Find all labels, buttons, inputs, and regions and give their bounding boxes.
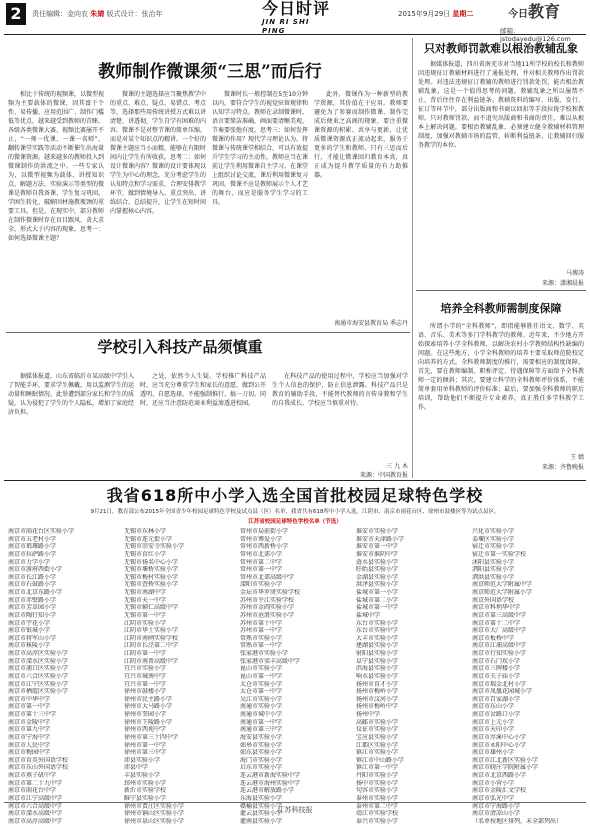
school-list-item: 南京市石门坎小学 — [472, 657, 521, 665]
side2-byline-a: 王 婧 — [570, 454, 584, 461]
school-list-item: 南京市东山小学 — [472, 703, 515, 711]
school-list-item: 无锡市天一中学 — [124, 596, 167, 604]
school-list-item: 南京市第一中学 — [8, 703, 51, 711]
school-list-item: 扬州市梅岭中学 — [356, 703, 399, 711]
school-list-item: 南京市雄州小学 — [472, 749, 515, 757]
school-list-item: 新沂市实验学校 — [124, 787, 167, 795]
school-list-item: 盐城市第一中学 — [356, 604, 399, 612]
school-list-item: 江阴市实验小学 — [124, 619, 167, 627]
school-list-item: 南京市百家湖小学 — [472, 695, 521, 703]
school-list-item: 姜堰区实验小学 — [472, 535, 515, 543]
school-list-item: 邳州市实验小学 — [124, 779, 167, 787]
school-list-item: 淮安市天津路小学 — [356, 535, 405, 543]
school-list-item: 南京市清凉山小学 — [472, 810, 521, 818]
article1-headline: 教师制作微课须“三思”而后行 — [98, 62, 322, 82]
school-list-item: 海门市实验小学 — [240, 756, 283, 764]
school-list-item: 无锡市第一中学 — [124, 611, 167, 619]
school-list-item: 无锡市育红小学 — [124, 550, 167, 558]
school-list-item: 扬州市梅岭小学 — [356, 688, 399, 696]
school-list-item: 南京市永阳中心小学 — [472, 741, 527, 749]
school-list-item: 南京市弘光中学 — [472, 794, 515, 802]
school-list-item: 徐州市贾汪区实验小学 — [124, 802, 185, 810]
school-list-item: 常州市局前街小学 — [240, 528, 289, 535]
school-list-item: 南京师范大学附属中学 — [472, 581, 533, 589]
school-list-item: 江阴市南菁高级中学 — [124, 657, 179, 665]
school-list-item: 连云港市解放路小学 — [240, 787, 295, 795]
school-list-col5 — [472, 528, 584, 826]
school-list-item: 江阴市南闸实验学校 — [124, 634, 179, 642]
school-list-item: 常熟市实验小学 — [240, 634, 283, 642]
school-list-item: 南京市浦口区实验小学 — [8, 665, 69, 673]
school-list-item: 苏州市平江实验学校 — [240, 596, 295, 604]
section-rule — [4, 480, 586, 481]
article1-col2-text: 微课的主题选择应当聚焦教学中的重点、难点、疑点、易错点、考点等，选择那些用传统讲授方式难以讲清楚、讲透彻，学生自学有困难的内容。微课不是对整节课的简单压缩，而是对某个知识点的精讲。一个好的微课主题应当小而精，能够在有限时间内让学生有所收获。思考二：如何设计微课内容？微课的设计要体现以学生为中心的理念，充分考虑学生的认知特点和学习需求，合理安排教学环节，做到情境导入、重点突出、讲练结合、总结提升，让学生在短时间内掌握核心内容。 — [110, 91, 206, 215]
school-list-item: 连云港市新海实验中学 — [240, 772, 301, 779]
school-list-item: 阜宁县实验小学 — [356, 657, 399, 665]
school-list-item: 无锡市堰桥实验小学 — [124, 566, 179, 574]
school-list-item: 镇江市实验小学 — [356, 749, 399, 757]
school-list-item: 徐州市王陵路小学 — [124, 718, 173, 726]
article1-col2 — [110, 90, 206, 328]
school-list-item: 徐州市大马路小学 — [124, 703, 173, 711]
school-list-item: 常州市西新桥小学 — [240, 543, 289, 551]
editor-credit — [32, 9, 162, 19]
school-list-item: 高邮市实验小学 — [356, 718, 399, 726]
school-list-item: 南京市第十二中学 — [472, 619, 521, 627]
school-list-item: 南京市第二十九中学 — [8, 779, 63, 787]
side2-byline-b: 来源：齐鲁晚报 — [541, 464, 584, 471]
school-list-item: 盐城市第一小学 — [356, 589, 399, 596]
school-list-item: 扬州市育才小学 — [356, 680, 399, 688]
school-list-col3 — [240, 528, 352, 826]
article2-col1 — [8, 372, 134, 476]
school-list-item: 南京市瑞金北村小学 — [472, 680, 527, 688]
article2-col2-text: 之处，依然令人生疑。学校推广科技产品时，应当充分尊重学生和家长的意愿，做到公开透明、自愿选择，不能强制推行、搞一刀切。同时，还应当注意防范商业利益渗透进校园。 — [140, 373, 266, 407]
side2-body — [418, 322, 584, 450]
school-list-item: 南京市小营小学 — [472, 779, 515, 787]
school-list-item: 南京市金陵中学 — [8, 718, 51, 726]
school-list-item: 苏州市第十中学 — [240, 619, 283, 627]
article2-col1-text: 据媒体报道，山东省临沂市某高级中学引入了智能手环，要求学生佩戴，用以监测学生的运动量和睡眠情况。此举遭到部分家长和学生的质疑，认为侵犯了学生的个人隐私，增加了家庭经济负担。 — [8, 373, 134, 416]
school-list-item: 南京市石鼓路小学 — [8, 581, 57, 589]
column-masthead — [262, 0, 332, 35]
school-list-item: 无锡市辅仁高级中学 — [124, 604, 179, 612]
school-list-item: 丰县实验小学 — [124, 772, 161, 779]
school-list-item: 仪征市实验小学 — [356, 726, 399, 734]
school-list-item: 常州市北郊高级中学 — [240, 573, 295, 581]
school-list-item: 南京市天印小学 — [472, 726, 515, 734]
school-list-item: 盱眙县实验小学 — [356, 566, 399, 574]
column-divider — [412, 38, 413, 478]
article2-byline-b: 来源：中国教育报 — [359, 472, 408, 479]
school-list-item: 宜兴市实验小学 — [124, 665, 167, 673]
school-list-item: 南京市游府西街小学 — [8, 566, 63, 574]
school-list-item: 无锡市南湖中学 — [124, 589, 167, 596]
school-list-item: 淮安市实验小学 — [356, 528, 399, 535]
date-text: 2015年9月29日 — [398, 10, 451, 18]
school-list-item: 南京市江浦高级中学 — [472, 642, 527, 650]
school-list-item: 大丰市实验小学 — [356, 634, 399, 642]
school-list-item: 南京市岔路口小学 — [472, 711, 521, 718]
school-list-item: 常州市博爱小学 — [240, 535, 283, 543]
school-list-item: 睢宁县实验小学 — [124, 794, 167, 802]
school-list-item: 东台市实验中学 — [356, 627, 399, 635]
school-list-item: 滨海县实验小学 — [356, 665, 399, 673]
school-list-item: 南京市秣陵小学 — [8, 642, 51, 650]
school-list-item: 张家港市实验小学 — [240, 650, 289, 657]
side1-headline: 只对教师罚款难以根治教辅乱象 — [424, 42, 578, 55]
school-list-item: 盐城中学 — [356, 611, 381, 619]
school-list-item: 泰州市第二中学 — [356, 802, 399, 810]
school-list-item: 淮安市淮阴中学 — [356, 550, 399, 558]
notice-intro: 9月21日，教育部公布2015年全国青少年校园足球特色学校及试点县（区）名单，我省共有618所中小学入选。江阴市、南京市雨花台区、徐州市鼓楼区等为试点县区。 — [90, 509, 500, 515]
school-list-item: 无锡市扬名中心小学 — [124, 558, 179, 566]
school-list-item: 镇江市中山路小学 — [356, 756, 405, 764]
school-list-item: 南京市东山外国语学校 — [8, 764, 69, 772]
school-list-item: 涟水县实验小学 — [356, 558, 399, 566]
school-list-item: 射阳县实验小学 — [356, 650, 399, 657]
school-list-item: 南京市江宁高级中学 — [8, 794, 63, 802]
school-list-item: 东台市实验小学 — [356, 619, 399, 627]
school-list-item: 苏州市金阊实验小学 — [240, 604, 295, 612]
brand-prefix: 今日 — [508, 9, 528, 20]
school-list-item: 南京市雨花台中学 — [8, 787, 57, 795]
school-list-item: 徐州市铜山区实验小学 — [124, 810, 185, 818]
school-list-col2 — [124, 528, 236, 826]
school-list-item: 兴化市实验小学 — [472, 528, 515, 535]
school-list-item: 无锡市梅村实验小学 — [124, 573, 179, 581]
footer-text: 江苏科技报 — [277, 806, 313, 814]
school-list-item: 常州市北郊小学 — [240, 550, 283, 558]
editor-line-pre: 责任编辑：金向农 — [32, 10, 88, 18]
school-list-item: 昆山市实验小学 — [240, 665, 283, 673]
school-list-item: 南京市人民中学 — [8, 741, 51, 749]
brand-logo — [508, 2, 560, 25]
school-list-item: 南京市陶行知小学 — [8, 611, 57, 619]
school-list-item: 宜兴市第一中学 — [124, 680, 167, 688]
school-list-item: 无锡市查桥实验小学 — [124, 581, 179, 589]
school-list-item: 南京市凤凰花园城小学 — [472, 688, 533, 696]
school-list-item: 南京市长江路小学 — [8, 573, 57, 581]
school-list-item: 南京市第十三中学 — [8, 711, 57, 718]
school-list-item: 徐州市第三中学 — [124, 749, 167, 757]
school-list-item: 南京市江北新区实验小学 — [472, 756, 539, 764]
school-list-item: 南京市北京东路小学 — [8, 589, 63, 596]
school-list-item: 宿迁市第一实验学校 — [472, 550, 527, 558]
article1-col3-text: 微课时长一般控制在5至10分钟以内，要符合学生的视觉驻留规律和认知学习特点。教师在录制微课时，语言要简洁准确，画面要清晰美观，节奏要张弛有度。思考三：如何发挥微课的作用？现代学习理论认为，将微课与传统课堂相结合，可以有效提升学生学习的主动性。教师应当在课前让学生利用微课自主学习，在课堂上组织讨论交流，课后利用微课复习巩固。微课不应是教师展示个人才艺的舞台，而应是服务学生学习的工具。 — [212, 91, 308, 206]
issue-date — [398, 9, 473, 19]
school-list-item: 徐州市第一中学 — [124, 741, 167, 749]
school-list-item: 无锡市东林小学 — [124, 528, 167, 535]
school-list-item: 扬州市汶河小学 — [356, 695, 399, 703]
school-list-item: 丹阳市实验小学 — [356, 772, 399, 779]
school-list-item: 南京市梅园中学 — [8, 749, 51, 757]
article1-divider — [6, 332, 410, 333]
school-list-item: 南京市金陵汇文学校 — [472, 787, 527, 795]
school-list-item: 南京市溧水高级中学 — [8, 810, 63, 818]
school-list-item: 南通市第三中学 — [240, 726, 283, 734]
school-list-item: 南京市板桥中学 — [472, 634, 515, 642]
article1-col1 — [8, 90, 104, 328]
school-list-item: 镇江市第一中学 — [356, 764, 399, 772]
school-list-item: 南京市溧水区实验小学 — [8, 657, 69, 665]
column-pinyin: JIN RI SHI PING — [262, 18, 310, 35]
school-list-item: 东海县实验小学 — [240, 794, 283, 802]
school-list-item: 南京市科利华中学 — [472, 604, 521, 612]
school-list-item: 南京师范大学附属小学 — [472, 589, 533, 596]
school-list-item: 江都区实验小学 — [356, 741, 399, 749]
school-list-item: 扬中市实验小学 — [356, 779, 399, 787]
header-rule — [4, 34, 586, 35]
school-list-item: 无锡市崇安寺实验小学 — [124, 543, 185, 551]
school-list-item: 徐州市第三十四中学 — [124, 733, 179, 741]
school-list-item: 南京市大厂高级中学 — [472, 627, 527, 635]
side1-body-text: 据媒体报道，四川省南充市对当地11所学校的校长和教师因违规征订教辅材料进行了通报处理，并对相关教师作出罚款处理。对违法违规征订教辅的教师进行罚款处罚，能否根治教辅乱象，这是一个值得思考的问题。教辅乱象之所以屡禁不止，背后往往存在利益链条。教辅资料的编写、出版、发行、征订等环节中，部分出版商和书商以回扣等手段拉拢学校和教师。只对教师罚款，而不追究出版商和书商的责任，难以从根本上解决问题。要根治教辅乱象，必须建立健全教辅材料管理制度，加强对教辅市场的监管，斩断利益链条，让教辅回归服务教学的本位。 — [418, 61, 584, 149]
article2-col3 — [272, 372, 408, 458]
school-list-item: 无锡市连元街小学 — [124, 535, 173, 543]
school-list-item: 南京市六合区实验小学 — [8, 672, 69, 680]
side2-body-text: 所谓小学的“全科教师”，即指能够胜任语文、数学、英语、音乐、美术等多门学科教学的教师。近年来，不少地方开始探索培养小学全科教师，以解决农村小学教师结构性缺编的问题。在这些地方，小学全科教师的培养主要采取师范院校定向培养的方式。全科教师制度的推行，需要相应的制度保障。首先，要在教师编制、职称评定、待遇保障等方面给予全科教师一定的倾斜；其次，要建立科学的全科教师评价体系，不能简单套用单科教师的评价标准；最后，要加强全科教师的职后培训，帮助他们不断提升专业素养，真正胜任多学科教学工作。 — [418, 323, 584, 411]
school-list-col4 — [356, 528, 468, 826]
school-list-item: 徐州市民主路小学 — [124, 695, 173, 703]
side2-headline: 培养全科教师需制度保障 — [440, 302, 562, 315]
school-list-item: 南京市育英外国语学校 — [8, 756, 69, 764]
school-list-item: 江阴市长泾第二中学 — [124, 642, 179, 650]
school-list-item: 太仓市实验小学 — [240, 680, 283, 688]
school-list-item: 泗阳县实验小学 — [472, 566, 515, 574]
notice-headline: 我省618所中小学入选全国首批校园足球特色学校 — [106, 486, 484, 505]
school-list-item: 盐城市第二小学 — [356, 596, 399, 604]
footer-rule — [4, 802, 586, 803]
school-list-item: 南京市上元小学 — [472, 718, 515, 726]
notice-subtitle: 江苏省校园足球特色学校名单（节选） — [248, 519, 342, 525]
school-list-item: 南京市雨花台区实验小学 — [8, 528, 75, 535]
school-list-item: 南京市宁海中学 — [8, 733, 51, 741]
school-list-item: 南京市宇花小学 — [8, 619, 51, 627]
article2-col2 — [140, 372, 266, 476]
school-list-item: 响水县实验小学 — [356, 672, 399, 680]
school-list-item: 灌南县实验小学 — [240, 817, 283, 825]
school-list-item: 南京市燕子矶中学 — [8, 772, 57, 779]
school-list-item: 南京市北京西路小学 — [472, 772, 527, 779]
school-list-item: 昆山市第一中学 — [240, 672, 283, 680]
article1-col1-text: 相比于传统的视频课，以微型视频为主要载体的微课，因其富于个性、易传播、应用范围广、制作门槛低等优点，越来越受到教师的青睐。各级各类微课大赛、视频比赛屡开不止，“一师一优课、一课一名师”、翻转课堂实践等活动不断催生出海量的微课资源。越来越多的教师投入到微课制作的洪流之中。一些专家认为，以微型视频为载体，讲授知识点、解题方法、实验演示等类型的微课是教师自我备课、学生复习巩固、学困生转化、破解因材施教瓶颈的重要工具。但是，在现实中，部分教师在制作微课时存在盲目跟风、贪大求全、形式大于内容的现象。思考一：如何选择微课主题？ — [8, 91, 104, 242]
school-list-col1 — [8, 528, 120, 826]
school-list-item: 南京外国语学校 — [472, 596, 515, 604]
school-list-item: 吴江市实验小学 — [240, 695, 283, 703]
school-list-item: 启东市实验小学 — [240, 764, 283, 772]
side1-byline-b: 来源：潇湘晨报 — [541, 280, 584, 287]
school-list-item: 南京市琅琊路小学 — [8, 543, 57, 551]
side1-body — [418, 60, 584, 266]
school-list-item: 南京市夫子庙小学 — [472, 672, 521, 680]
editor-name: 朱婧 — [90, 10, 105, 18]
school-list-item: 南京市第九中学 — [8, 726, 51, 734]
school-list-item: 徐州市奎园小学 — [124, 711, 167, 718]
school-list-item: 南通市实验小学 — [240, 703, 283, 711]
school-list-item: 金湖县实验小学 — [356, 573, 399, 581]
school-list-item: 南京市晓庄学院附属小学 — [472, 764, 539, 772]
article2-headline: 学校引入科技产品须慎重 — [97, 338, 263, 356]
article2-col3-text: 在科技产品的使用过程中，学校应当加强对学生个人信息的保护，防止信息泄露。科技产品只是教育的辅助手段，不能替代教师的言传身教和学生的自我成长。学校应当慎重对待。 — [272, 373, 408, 407]
school-list-item: 泗洪县实验小学 — [472, 573, 515, 581]
school-list-item: 徐州市泉山区实验小学 — [124, 817, 185, 825]
school-list-item: 常熟市第一中学 — [240, 642, 283, 650]
school-list-item: 宝应县实验小学 — [356, 733, 399, 741]
school-list-item: 南京市宁海路小学 — [472, 802, 521, 810]
school-list-item: 苏州市第一中学 — [240, 627, 283, 635]
school-list-item: 南通市城中小学 — [240, 711, 283, 718]
school-list-item: 南京市栖霞区实验小学 — [8, 688, 69, 696]
school-list-item: 连云港市海州实验中学 — [240, 779, 301, 787]
article1-byline: 南通市海安县教育局 季志丹 — [334, 320, 408, 327]
school-list-item: 南京市力学小学 — [8, 558, 51, 566]
school-list-item: 如东县实验小学 — [240, 749, 283, 757]
side1-byline-a: 马博涛 — [565, 270, 584, 277]
school-list-item: 泰兴市实验小学 — [356, 817, 399, 825]
school-list-item: 淮安市第一中学 — [356, 543, 399, 551]
school-list-item: 南京市中华中学 — [8, 695, 51, 703]
school-list-item: 泰州市实验小学 — [356, 794, 399, 802]
school-list-item: 南京市高淳高级中学 — [8, 817, 63, 825]
school-list-item: 南京市拉萨路小学 — [8, 550, 57, 558]
article2-byline-a: 三 九 木 — [386, 463, 408, 470]
school-list-item: 灌云县实验小学 — [240, 810, 283, 818]
school-list-item: 宿迁市实验小学 — [472, 543, 515, 551]
school-list-item: 宜兴市城南中学 — [124, 672, 167, 680]
brand-text: 教育 — [528, 2, 561, 21]
school-list-item: 徐州市西苑中学 — [124, 726, 167, 734]
school-list-item: 沛县实验小学 — [124, 756, 161, 764]
school-list-item: 建湖县实验小学 — [356, 642, 399, 650]
school-list-item: 海安县实验小学 — [240, 733, 283, 741]
school-list-item: 南京市淳溪中心小学 — [472, 733, 527, 741]
school-list-item: 太仓市第一中学 — [240, 688, 283, 696]
school-list-item: 洪泽县实验小学 — [356, 581, 399, 589]
article1-col4-text: 此外，微课作为一种新型的教学资源，其价值在于应用。教师要避免为了参赛而制作微课、制作完成后便束之高阁的现象，要注重微课资源的积累、共享与更新，让优质微课资源真正流动起来，服务于更多的学生和教师。只有三思而后行，才能让微课回归教育本真，真正成为提升教学质量的有力助推器。 — [314, 91, 408, 179]
school-list-item: 如皋市实验小学 — [240, 741, 283, 749]
editor-line-post: 版式设计：张治年 — [106, 10, 163, 18]
school-list-item: 南京市行知实验小学 — [472, 650, 527, 657]
side-divider — [416, 290, 586, 291]
contact-email: 邮箱：jstodayedu@126.com — [500, 27, 571, 43]
school-list-item: 常州市第一中学 — [240, 566, 283, 574]
school-list-item: 沭阳县实验小学 — [472, 558, 515, 566]
column-title: 今日时评 — [262, 0, 331, 18]
school-list-item: 南京市银城小学 — [8, 627, 51, 635]
school-list-item: 句容市实验小学 — [356, 787, 399, 795]
school-list-item: 金坛市华罗庚实验学校 — [240, 589, 301, 596]
school-list-item: 南京市芳草园小学 — [8, 604, 57, 612]
page-number: 2 — [6, 3, 26, 25]
school-list-item: 沛县中学 — [124, 764, 149, 772]
school-list-item: 南通市第一中学 — [240, 718, 283, 726]
school-list-item: 南京市三牌楼小学 — [472, 665, 521, 673]
school-list-item: 南京市第三高级中学 — [472, 611, 527, 619]
article1-col3 — [212, 90, 308, 328]
school-list-item: 南京市五老村小学 — [8, 535, 57, 543]
school-list-item: 南京市高淳区实验小学 — [8, 650, 69, 657]
school-list-item: 赣榆县实验小学 — [240, 802, 283, 810]
school-list-item: 靖江市实验学校 — [356, 810, 399, 818]
weekday-text: 星期二 — [452, 10, 474, 18]
school-list-item: 江阴市华士实验小学 — [124, 627, 179, 635]
school-list-item: 常州市第二中学 — [240, 558, 283, 566]
school-list-item: 南京市赤壁路小学 — [8, 596, 57, 604]
school-list-item: （名单按地区排列，未全部列出） — [472, 817, 563, 825]
article1-col4 — [314, 90, 408, 310]
school-list-item: 张家港市梁丰高级中学 — [240, 657, 301, 665]
school-list-item: 江阴市第一中学 — [124, 650, 167, 657]
school-list-item: 苏州市沧浪实验小学 — [240, 611, 295, 619]
school-list-item: 扬州中学 — [356, 711, 381, 718]
school-list-item: 南京市江宁区实验小学 — [8, 680, 69, 688]
school-list-item: 南京市将军山小学 — [8, 634, 57, 642]
school-list-item: 南京市六合高级中学 — [8, 802, 63, 810]
school-list-item: 溧阳市实验小学 — [240, 581, 283, 589]
school-list-item: 徐州市鼓楼小学 — [124, 688, 167, 696]
